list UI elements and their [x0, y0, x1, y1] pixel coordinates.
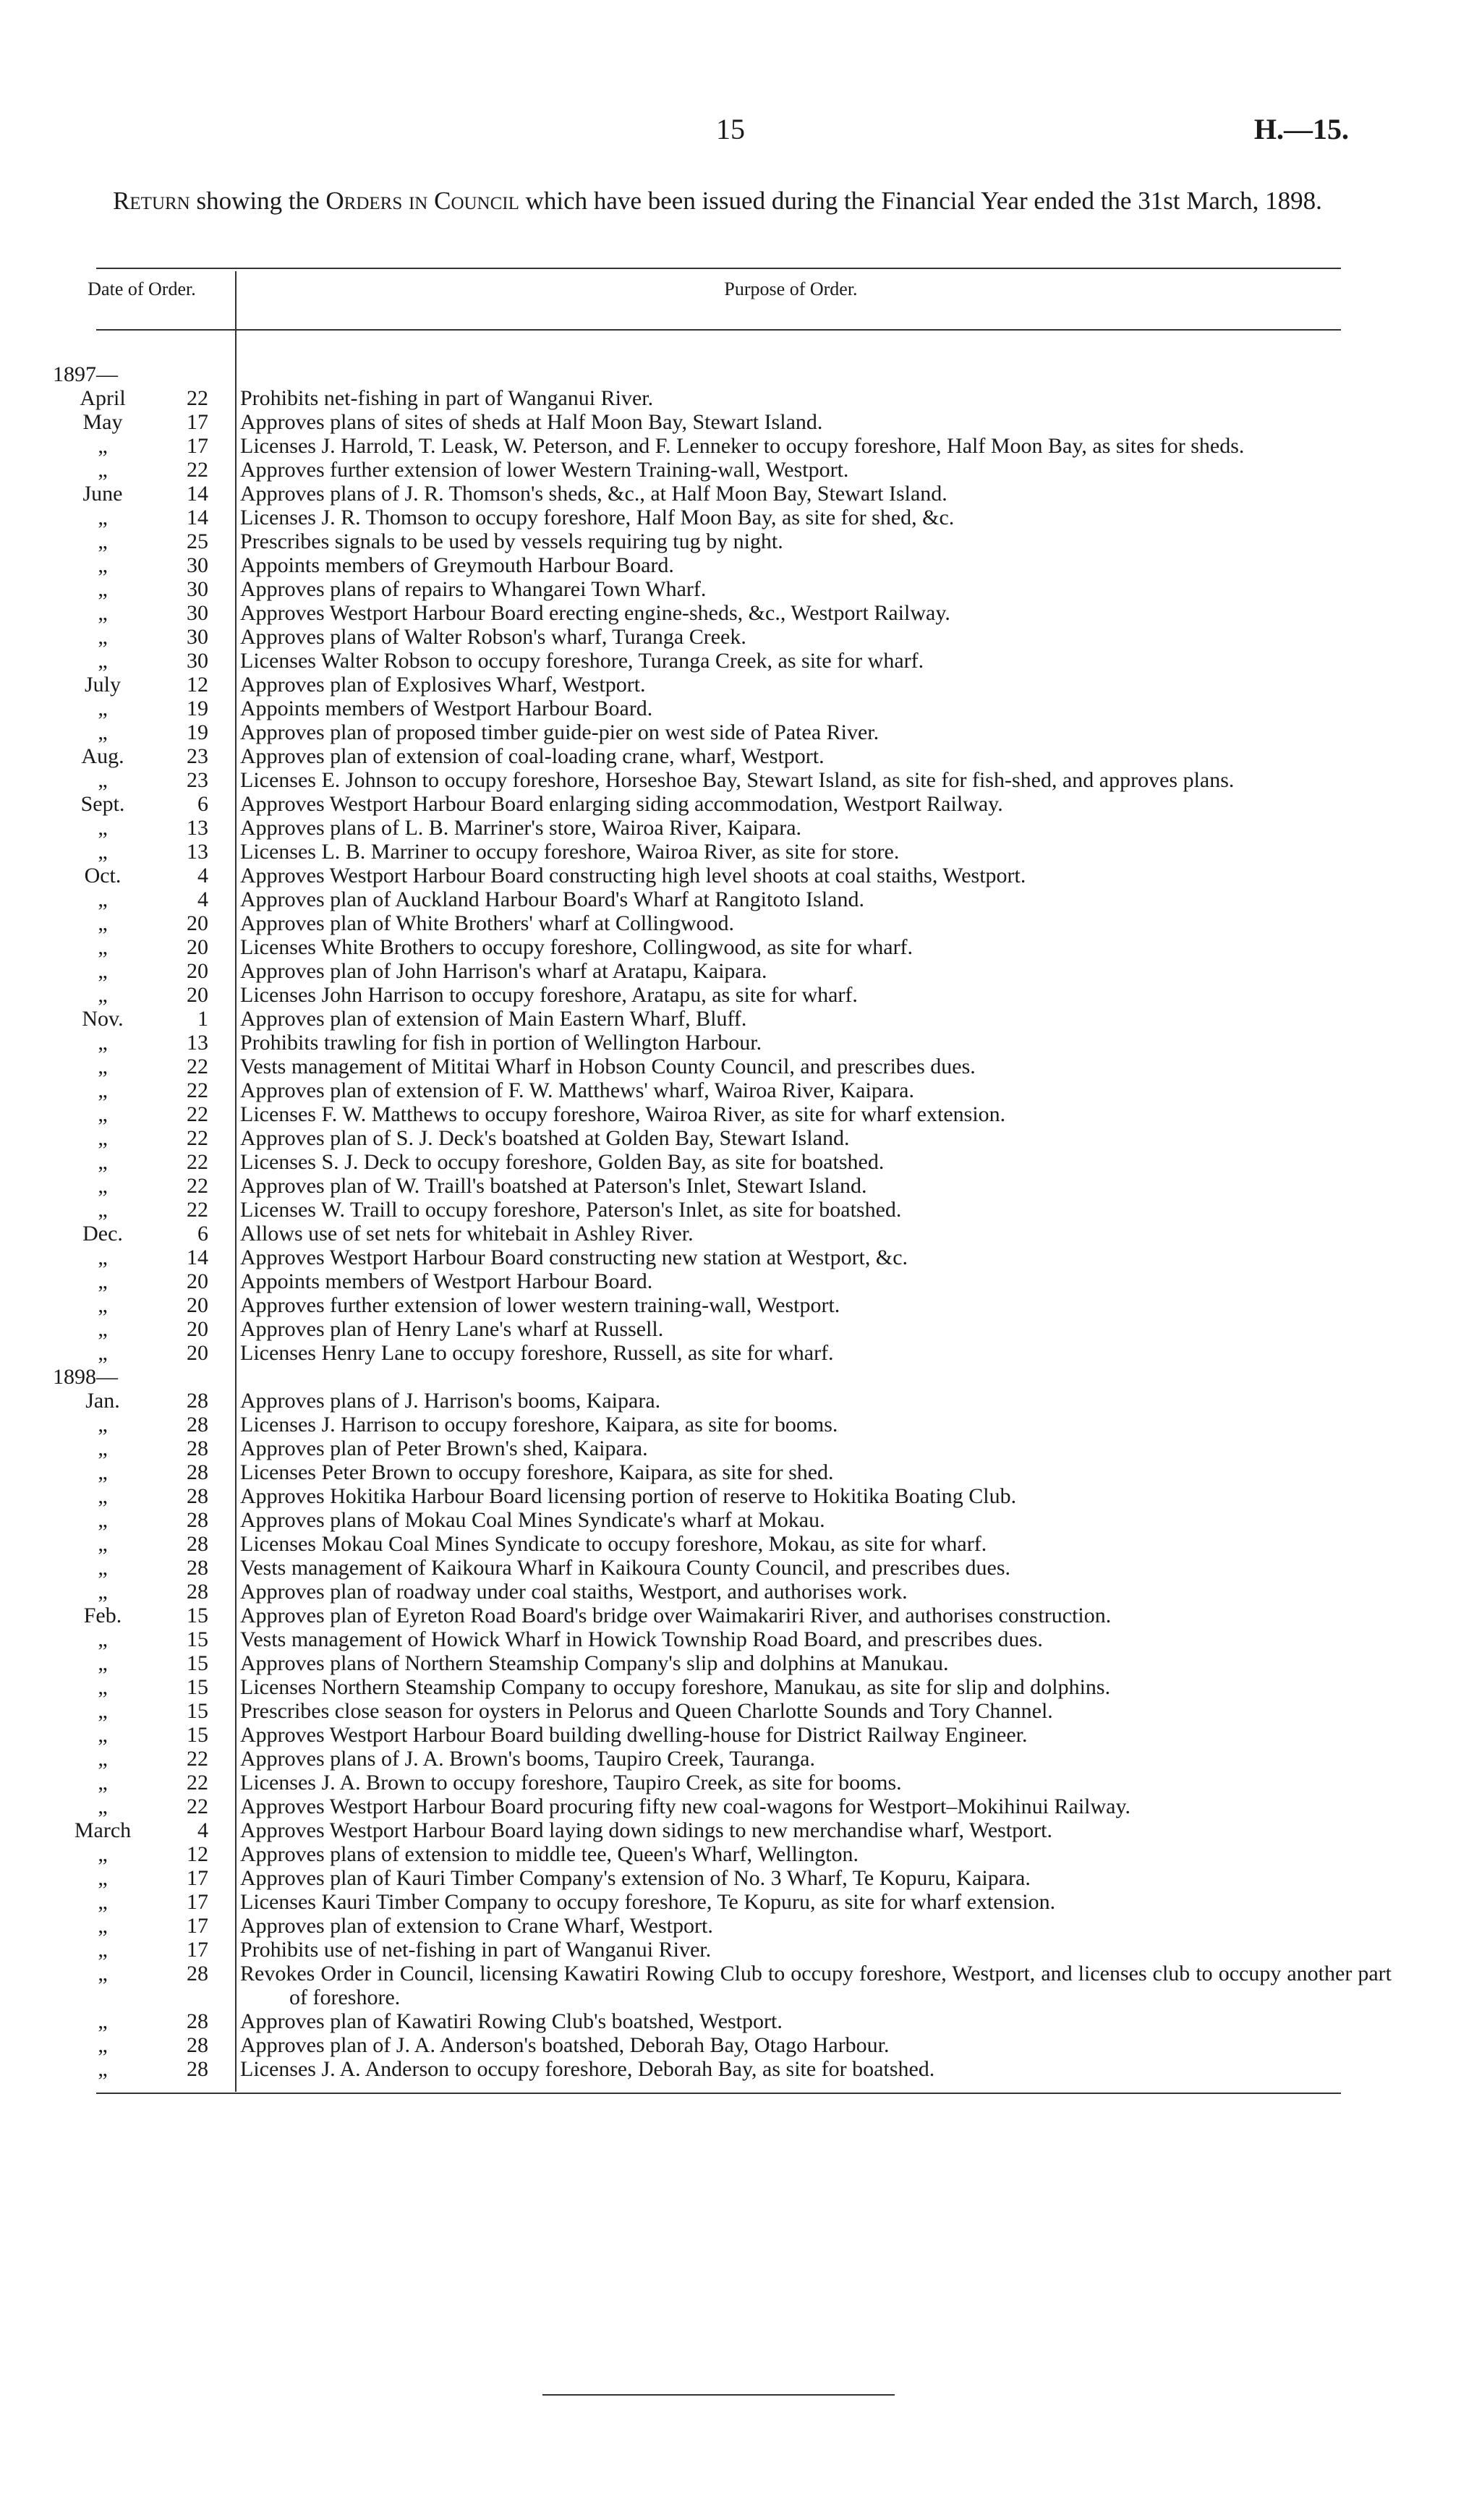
- order-month: April: [80, 386, 126, 410]
- table-row: [0, 1174, 1461, 1198]
- order-month: „: [98, 887, 108, 911]
- order-day: 14: [187, 1246, 208, 1269]
- order-day: 28: [187, 1460, 208, 1484]
- order-month: „: [98, 1627, 108, 1651]
- table-row: [0, 911, 1461, 935]
- order-month: Jan.: [85, 1389, 120, 1413]
- order-purpose: Approves plan of Auckland Harbour Board's Wharf at Rangitoto Island.: [240, 887, 864, 911]
- table-row: [0, 744, 1461, 768]
- order-month: „: [98, 1246, 108, 1269]
- order-month: „: [98, 1031, 108, 1055]
- order-purpose: Approves plan of Explosives Wharf, Westport.: [240, 673, 646, 697]
- order-purpose: Vests management of Mititai Wharf in Hobson County Council, and prescribes dues.: [240, 1055, 976, 1078]
- table-row: [0, 840, 1461, 864]
- order-day: 20: [187, 935, 208, 959]
- order-day: 6: [197, 1222, 208, 1246]
- order-purpose: Approves plan of Eyreton Road Board's bridge over Waimakariri River, and authorises construction.: [240, 1604, 1112, 1627]
- order-day: 13: [187, 816, 208, 840]
- order-purpose: Approves Westport Harbour Board laying down sidings to new merchandise wharf, Westport.: [240, 1818, 1053, 1842]
- table-row: [0, 1532, 1461, 1556]
- order-month: March: [74, 1818, 132, 1842]
- page-title: [93, 184, 1342, 218]
- order-month: „: [98, 911, 108, 935]
- order-purpose: Approves Hokitika Harbour Board licensing portion of reserve to Hokitika Boating Club.: [240, 1484, 1017, 1508]
- order-month: „: [98, 1436, 108, 1460]
- order-day: 28: [187, 1508, 208, 1532]
- order-day: 23: [187, 768, 208, 792]
- order-month: „: [98, 1914, 108, 1938]
- order-purpose: Approves plan of extension of coal-loading crane, wharf, Westport.: [240, 744, 825, 768]
- table-row: [0, 1890, 1461, 1914]
- header-bottom-rule: [96, 329, 1341, 331]
- year-label: 1898—: [53, 1365, 118, 1389]
- order-month: „: [98, 1651, 108, 1675]
- order-day: 15: [187, 1627, 208, 1651]
- order-day: 28: [187, 1389, 208, 1413]
- order-day: 28: [187, 2009, 208, 2033]
- order-day: 17: [187, 1890, 208, 1914]
- year-row: [0, 1365, 1461, 1389]
- order-day: 15: [187, 1604, 208, 1627]
- table-row: [0, 1627, 1461, 1651]
- order-month: Feb.: [83, 1604, 122, 1627]
- order-month: „: [98, 1460, 108, 1484]
- table-row: [0, 1102, 1461, 1126]
- order-purpose: Prohibits trawling for fish in portion of Wellington Harbour.: [240, 1031, 762, 1055]
- table-row: [0, 1747, 1461, 1771]
- order-purpose: Approves plans of J. R. Thomson's sheds, &c., at Half Moon Bay, Stewart Island.: [240, 482, 947, 506]
- order-month: Oct.: [84, 864, 122, 887]
- order-month: „: [98, 816, 108, 840]
- order-day: 20: [187, 1317, 208, 1341]
- table-row: [0, 673, 1461, 697]
- order-purpose: Approves plan of John Harrison's wharf at Aratapu, Kaipara.: [240, 959, 767, 983]
- order-month: „: [98, 1150, 108, 1174]
- table-row: [0, 1675, 1461, 1699]
- order-purpose: Approves plan of Kauri Timber Company's extension of No. 3 Wharf, Te Kopuru, Kaipara.: [240, 1866, 1031, 1890]
- order-month: „: [98, 959, 108, 983]
- order-month: „: [98, 1174, 108, 1198]
- order-month: „: [98, 1341, 108, 1365]
- table-row: [0, 529, 1461, 553]
- table-row: [0, 386, 1461, 410]
- table-row: [0, 1771, 1461, 1795]
- order-month: „: [98, 1269, 108, 1293]
- order-purpose: Approves plans of repairs to Whangarei Town Wharf.: [240, 577, 707, 601]
- order-month: „: [98, 1675, 108, 1699]
- order-purpose: Approves plan of Kawatiri Rowing Club's boatshed, Westport.: [240, 2009, 783, 2033]
- order-purpose: Approves plan of S. J. Deck's boatshed at Golden Bay, Stewart Island.: [240, 1126, 850, 1150]
- table-row: [0, 1723, 1461, 1747]
- order-month: „: [98, 1126, 108, 1150]
- title-part1: showing the: [196, 187, 320, 215]
- order-month: Sept.: [80, 792, 125, 816]
- order-purpose: Appoints members of Greymouth Harbour Board.: [240, 553, 674, 577]
- table-row: [0, 935, 1461, 959]
- order-purpose: Approves plans of sites of sheds at Half Moon Bay, Stewart Island.: [240, 410, 823, 434]
- order-purpose: Approves plans of Northern Steamship Company's slip and dolphins at Manukau.: [240, 1651, 949, 1675]
- order-purpose: Approves further extension of lower Western Training-wall, Westport.: [240, 458, 849, 482]
- table-row: [0, 1962, 1461, 2009]
- order-purpose: Approves plan of J. A. Anderson's boatshed, Deborah Bay, Otago Harbour.: [240, 2033, 890, 2057]
- table-row: [0, 625, 1461, 649]
- order-purpose: Approves Westport Harbour Board procuring fifty new coal-wagons for Westport–Mokihinui Railway.: [240, 1795, 1131, 1818]
- order-day: 17: [187, 1914, 208, 1938]
- table-row: [0, 577, 1461, 601]
- order-month: „: [98, 935, 108, 959]
- table-row: [0, 506, 1461, 529]
- order-month: Dec.: [82, 1222, 123, 1246]
- order-month: „: [98, 1317, 108, 1341]
- table-row: [0, 887, 1461, 911]
- order-day: 22: [187, 1771, 208, 1795]
- order-purpose: Approves Westport Harbour Board erecting engine-sheds, &c., Westport Railway.: [240, 601, 950, 625]
- table-row: [0, 2009, 1461, 2033]
- order-purpose: Approves plan of extension to Crane Wharf, Westport.: [240, 1914, 713, 1938]
- order-purpose: Licenses Kauri Timber Company to occupy foreshore, Te Kopuru, as site for wharf extension.: [240, 1890, 1056, 1914]
- order-purpose: Licenses White Brothers to occupy foreshore, Collingwood, as site for wharf.: [240, 935, 913, 959]
- table-row: [0, 1866, 1461, 1890]
- order-month: „: [98, 840, 108, 864]
- order-month: „: [98, 649, 108, 673]
- table-row: [0, 1150, 1461, 1174]
- order-day: 17: [187, 1866, 208, 1890]
- end-rule: [542, 2394, 895, 2396]
- order-day: 17: [187, 1938, 208, 1962]
- table-row: [0, 1293, 1461, 1317]
- order-purpose: Approves plan of Peter Brown's shed, Kaipara.: [240, 1436, 648, 1460]
- order-day: 22: [187, 1102, 208, 1126]
- order-day: 14: [187, 506, 208, 529]
- order-day: 20: [187, 911, 208, 935]
- title-lead: Return: [113, 187, 190, 215]
- table-row: [0, 1938, 1461, 1962]
- order-month: May: [82, 410, 123, 434]
- order-day: 12: [187, 1842, 208, 1866]
- order-purpose: Licenses Henry Lane to occupy foreshore, Russell, as site for wharf.: [240, 1341, 834, 1365]
- order-day: 30: [187, 553, 208, 577]
- table-row: [0, 1604, 1461, 1627]
- table-row: [0, 864, 1461, 887]
- order-purpose: Vests management of Howick Wharf in Howick Township Road Board, and prescribes dues.: [240, 1627, 1043, 1651]
- order-month: July: [84, 673, 121, 697]
- table-row: [0, 553, 1461, 577]
- order-purpose: Appoints members of Westport Harbour Board.: [240, 1269, 653, 1293]
- order-day: 20: [187, 959, 208, 983]
- order-purpose: Appoints members of Westport Harbour Board.: [240, 697, 653, 720]
- order-purpose: Approves plan of Henry Lane's wharf at Russell.: [240, 1317, 664, 1341]
- order-purpose: Approves Westport Harbour Board building dwelling-house for District Railway Engineer.: [240, 1723, 1028, 1747]
- order-month: „: [98, 1866, 108, 1890]
- order-day: 14: [187, 482, 208, 506]
- order-month: „: [98, 2033, 108, 2057]
- order-purpose: Approves plan of extension of F. W. Matthews' wharf, Wairoa River, Kaipara.: [240, 1078, 914, 1102]
- title-part2: which have been issued during the Financial Year ended the 31st March, 1898.: [525, 187, 1322, 215]
- table-row: [0, 1126, 1461, 1150]
- table-row: [0, 1413, 1461, 1436]
- order-day: 25: [187, 529, 208, 553]
- order-month: „: [98, 1556, 108, 1580]
- table-row: [0, 1222, 1461, 1246]
- order-purpose: Licenses L. B. Marriner to occupy foreshore, Wairoa River, as site for store.: [240, 840, 900, 864]
- order-purpose: Licenses Walter Robson to occupy foreshore, Turanga Creek, as site for wharf.: [240, 649, 924, 673]
- order-purpose: Prohibits net-fishing in part of Wanganui River.: [240, 386, 654, 410]
- table-row: [0, 792, 1461, 816]
- order-month: „: [98, 1699, 108, 1723]
- order-month: „: [98, 1795, 108, 1818]
- order-purpose: Licenses E. Johnson to occupy foreshore, Horseshoe Bay, Stewart Island, as site for fish-shed, and approves plans.: [240, 768, 1235, 792]
- order-day: 4: [197, 864, 208, 887]
- order-purpose: Approves plans of Walter Robson's wharf, Turanga Creek.: [240, 625, 746, 649]
- order-day: 12: [187, 673, 208, 697]
- table-row: [0, 410, 1461, 434]
- order-month: „: [98, 1508, 108, 1532]
- order-day: 28: [187, 1484, 208, 1508]
- order-month: „: [98, 1484, 108, 1508]
- table-row: [0, 458, 1461, 482]
- order-month: Aug.: [81, 744, 124, 768]
- table-row: [0, 434, 1461, 458]
- order-day: 20: [187, 1341, 208, 1365]
- order-day: 28: [187, 1580, 208, 1604]
- order-month: „: [98, 2057, 108, 2081]
- order-purpose: Approves plan of roadway under coal staiths, Westport, and authorises work.: [240, 1580, 908, 1604]
- order-month: „: [98, 1102, 108, 1126]
- order-purpose: Licenses John Harrison to occupy foreshore, Aratapu, as site for wharf.: [240, 983, 858, 1007]
- order-day: 22: [187, 458, 208, 482]
- order-day: 22: [187, 1747, 208, 1771]
- column-header-date: Date of Order.: [88, 278, 196, 299]
- order-month: „: [98, 697, 108, 720]
- table-top-rule: [96, 268, 1341, 269]
- table-row: [0, 1699, 1461, 1723]
- order-day: 13: [187, 1031, 208, 1055]
- table-row: [0, 1580, 1461, 1604]
- table-row: [0, 1341, 1461, 1365]
- order-day: 19: [187, 720, 208, 744]
- order-month: „: [98, 506, 108, 529]
- order-month: „: [98, 529, 108, 553]
- order-day: 20: [187, 1293, 208, 1317]
- order-month: „: [98, 1723, 108, 1747]
- order-day: 28: [187, 1436, 208, 1460]
- order-purpose: Approves plans of extension to middle tee, Queen's Wharf, Wellington.: [240, 1842, 859, 1866]
- order-month: „: [98, 625, 108, 649]
- order-purpose: Approves Westport Harbour Board constructing high level shoots at coal staiths, Westport.: [240, 864, 1026, 887]
- order-day: 20: [187, 983, 208, 1007]
- order-purpose: Approves plan of proposed timber guide-pier on west side of Patea River.: [240, 720, 879, 744]
- order-month: „: [98, 1842, 108, 1866]
- order-month: „: [98, 1078, 108, 1102]
- order-purpose: Licenses Mokau Coal Mines Syndicate to occupy foreshore, Mokau, as site for wharf.: [240, 1532, 987, 1556]
- order-day: 22: [187, 1795, 208, 1818]
- order-month: „: [98, 1293, 108, 1317]
- order-purpose: Licenses J. Harrold, T. Leask, W. Peterson, and F. Lenneker to occupy foreshore, Half Moon Bay, as sites for sheds.: [240, 434, 1245, 458]
- order-month: „: [98, 1413, 108, 1436]
- order-month: „: [98, 1532, 108, 1556]
- order-day: 28: [187, 1962, 208, 1985]
- order-purpose: Approves plans of L. B. Marriner's store, Wairoa River, Kaipara.: [240, 816, 802, 840]
- order-day: 28: [187, 1413, 208, 1436]
- table-bottom-rule: [96, 2093, 1341, 2094]
- table-row: [0, 959, 1461, 983]
- table-row: [0, 768, 1461, 792]
- order-month: „: [98, 1938, 108, 1962]
- order-purpose: Approves plan of White Brothers' wharf at Collingwood.: [240, 911, 735, 935]
- table-row: [0, 1436, 1461, 1460]
- order-month: „: [98, 2009, 108, 2033]
- order-day: 1: [197, 1007, 208, 1031]
- title-orders: Orders in Council: [325, 187, 519, 215]
- table-row: [0, 1914, 1461, 1938]
- order-month: „: [98, 1890, 108, 1914]
- table-row: [0, 1198, 1461, 1222]
- order-day: 15: [187, 1699, 208, 1723]
- table-row: [0, 1078, 1461, 1102]
- order-purpose: Licenses S. J. Deck to occupy foreshore, Golden Bay, as site for boatshed.: [240, 1150, 885, 1174]
- year-label: 1897—: [53, 362, 118, 386]
- table-row: [0, 1317, 1461, 1341]
- order-month: „: [98, 1747, 108, 1771]
- order-month: „: [98, 1580, 108, 1604]
- order-day: 20: [187, 1269, 208, 1293]
- order-purpose: Prohibits use of net-fishing in part of Wanganui River.: [240, 1938, 712, 1962]
- order-purpose: Licenses Peter Brown to occupy foreshore, Kaipara, as site for shed.: [240, 1460, 834, 1484]
- order-day: 30: [187, 577, 208, 601]
- table-row: [0, 1389, 1461, 1413]
- table-row: [0, 983, 1461, 1007]
- order-purpose: Approves plans of J. Harrison's booms, Kaipara.: [240, 1389, 661, 1413]
- order-day: 28: [187, 1532, 208, 1556]
- order-month: „: [98, 1771, 108, 1795]
- order-day: 17: [187, 410, 208, 434]
- order-day: 28: [187, 1556, 208, 1580]
- order-day: 30: [187, 625, 208, 649]
- order-month: „: [98, 1962, 108, 1985]
- year-row: [0, 362, 1461, 386]
- table-row: [0, 1818, 1461, 1842]
- order-month: „: [98, 458, 108, 482]
- order-month: „: [98, 1198, 108, 1222]
- order-month: Nov.: [82, 1007, 124, 1031]
- order-day: 4: [197, 1818, 208, 1842]
- order-day: 22: [187, 1078, 208, 1102]
- order-day: 22: [187, 1174, 208, 1198]
- order-month: „: [98, 577, 108, 601]
- page-number: 15: [716, 113, 745, 145]
- order-purpose: Prescribes close season for oysters in Pelorus and Queen Charlotte Sounds and Tory Channel.: [240, 1699, 1053, 1723]
- order-purpose: Vests management of Kaikoura Wharf in Kaikoura County Council, and prescribes dues.: [240, 1556, 1010, 1580]
- table-row: [0, 1484, 1461, 1508]
- order-day: 15: [187, 1723, 208, 1747]
- order-month: „: [98, 768, 108, 792]
- order-purpose: Approves Westport Harbour Board enlarging siding accommodation, Westport Railway.: [240, 792, 1003, 816]
- order-purpose: Approves plan of W. Traill's boatshed at Paterson's Inlet, Stewart Island.: [240, 1174, 867, 1198]
- order-purpose: Licenses W. Traill to occupy foreshore, Paterson's Inlet, as site for boatshed.: [240, 1198, 902, 1222]
- order-purpose: Allows use of set nets for whitebait in Ashley River.: [240, 1222, 694, 1246]
- order-month: „: [98, 983, 108, 1007]
- table-row: [0, 1556, 1461, 1580]
- order-day: 15: [187, 1675, 208, 1699]
- order-day: 23: [187, 744, 208, 768]
- order-purpose: Licenses J. A. Anderson to occupy foreshore, Deborah Bay, as site for boatshed.: [240, 2057, 935, 2081]
- order-purpose: Approves plans of J. A. Brown's booms, Taupiro Creek, Tauranga.: [240, 1747, 815, 1771]
- order-month: „: [98, 434, 108, 458]
- order-purpose: Licenses J. R. Thomson to occupy foreshore, Half Moon Bay, as site for shed, &c.: [240, 506, 955, 529]
- orders-table: [0, 362, 1461, 2081]
- order-day: 6: [197, 792, 208, 816]
- order-purpose: Licenses J. Harrison to occupy foreshore, Kaipara, as site for booms.: [240, 1413, 838, 1436]
- order-day: 15: [187, 1651, 208, 1675]
- order-day: 13: [187, 840, 208, 864]
- table-row: [0, 482, 1461, 506]
- order-purpose: Approves plans of Mokau Coal Mines Syndicate's wharf at Mokau.: [240, 1508, 825, 1532]
- order-month: „: [98, 601, 108, 625]
- table-row: [0, 1460, 1461, 1484]
- order-day: 17: [187, 434, 208, 458]
- order-purpose: Approves Westport Harbour Board constructing new station at Westport, &c.: [240, 1246, 908, 1269]
- table-row: [0, 816, 1461, 840]
- table-row: [0, 649, 1461, 673]
- order-purpose: Prescribes signals to be used by vessels requiring tug by night.: [240, 529, 783, 553]
- order-purpose: Licenses F. W. Matthews to occupy foreshore, Wairoa River, as site for wharf extension.: [240, 1102, 1006, 1126]
- table-row: [0, 2033, 1461, 2057]
- table-row: [0, 1508, 1461, 1532]
- order-day: 22: [187, 1126, 208, 1150]
- order-purpose: Approves plan of extension of Main Eastern Wharf, Bluff.: [240, 1007, 747, 1031]
- table-row: [0, 601, 1461, 625]
- order-day: 19: [187, 697, 208, 720]
- table-row: [0, 1651, 1461, 1675]
- order-day: 28: [187, 2057, 208, 2081]
- table-row: [0, 2057, 1461, 2081]
- order-month: „: [98, 720, 108, 744]
- table-row: [0, 1031, 1461, 1055]
- order-purpose: Licenses J. A. Brown to occupy foreshore, Taupiro Creek, as site for booms.: [240, 1771, 902, 1795]
- column-header-purpose: Purpose of Order.: [724, 278, 858, 299]
- table-row: [0, 1055, 1461, 1078]
- table-row: [0, 720, 1461, 744]
- order-day: 22: [187, 1198, 208, 1222]
- order-month: June: [82, 482, 123, 506]
- order-day: 22: [187, 1150, 208, 1174]
- table-row: [0, 1842, 1461, 1866]
- document-code: H.—15.: [1253, 113, 1349, 145]
- order-day: 22: [187, 1055, 208, 1078]
- order-day: 4: [197, 887, 208, 911]
- order-purpose: Approves further extension of lower western training-wall, Westport.: [240, 1293, 840, 1317]
- order-day: 22: [187, 386, 208, 410]
- order-purpose: Revokes Order in Council, licensing Kawatiri Rowing Club to occupy foreshore, Westport, and licenses club to occupy another part of foreshore.: [240, 1962, 1392, 2009]
- table-row: [0, 1269, 1461, 1293]
- table-row: [0, 1007, 1461, 1031]
- table-row: [0, 697, 1461, 720]
- table-row: [0, 1246, 1461, 1269]
- order-day: 30: [187, 601, 208, 625]
- order-month: „: [98, 553, 108, 577]
- order-month: „: [98, 1055, 108, 1078]
- order-day: 30: [187, 649, 208, 673]
- order-purpose: Licenses Northern Steamship Company to occupy foreshore, Manukau, as site for slip and dolphins.: [240, 1675, 1111, 1699]
- order-day: 28: [187, 2033, 208, 2057]
- table-row: [0, 1795, 1461, 1818]
